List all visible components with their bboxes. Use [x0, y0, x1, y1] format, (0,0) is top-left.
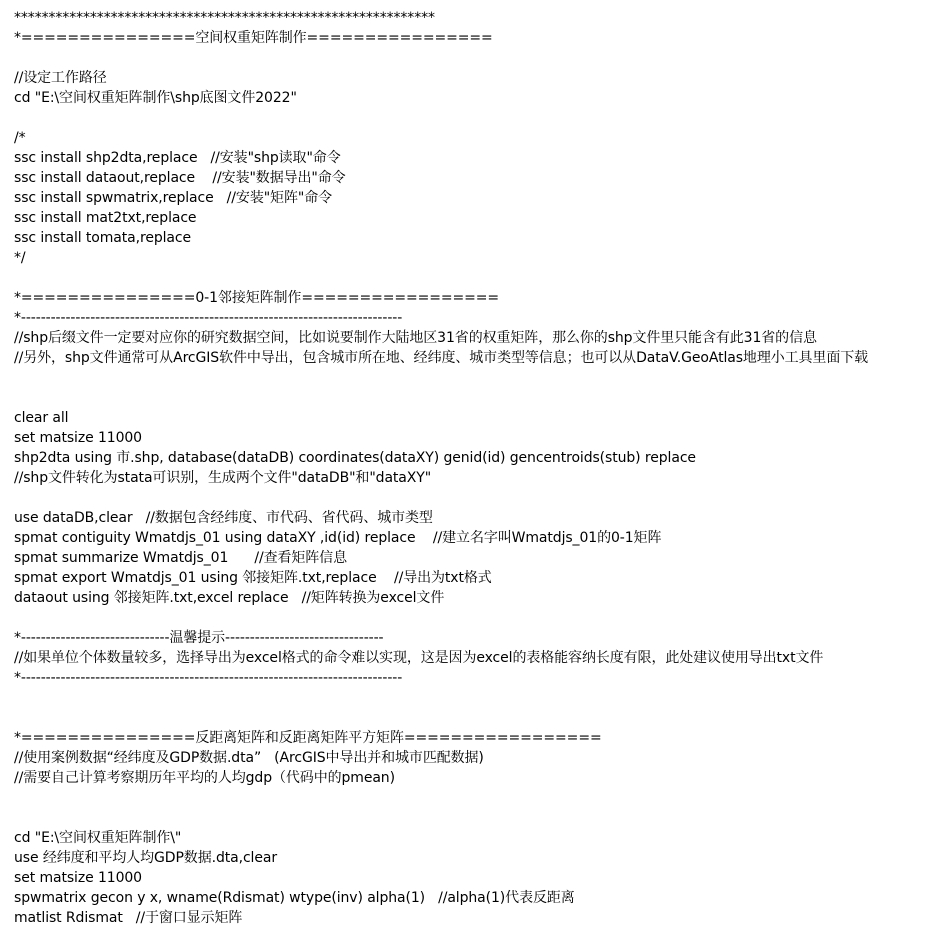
code-line: spwmatrix gecon y x, wname(Rdismat) wtype(inv) alpha(1) //alpha(1)代表反距离	[14, 890, 575, 906]
code-line: */	[14, 250, 26, 266]
code-line	[14, 688, 942, 708]
code-line: *-----------------------------------------------------------------------------	[14, 310, 403, 326]
code-line	[14, 488, 942, 508]
code-line: set matsize 11000	[14, 870, 142, 886]
code-line: //另外，shp文件通常可从ArcGIS软件中导出，包含城市所在地、经纬度、城市类型等信息；也可以从DataV.GeoAtlas地理小工具里面下载	[14, 350, 869, 366]
code-line	[14, 788, 942, 808]
code-line	[14, 808, 942, 828]
code-line	[14, 368, 942, 388]
code-line: *------------------------------温馨提示--------------------------------	[14, 630, 384, 646]
code-line	[14, 48, 942, 68]
code-line: cd "E:\空间权重矩阵制作\"	[14, 830, 182, 846]
code-line	[14, 388, 942, 408]
code-line: //使用案例数据“经纬度及GDP数据.dta” (ArcGIS中导出并和城市匹配数据)	[14, 750, 484, 766]
code-line: set matsize 11000	[14, 430, 142, 446]
code-line: /*	[14, 130, 26, 146]
code-line: ssc install spwmatrix,replace //安装"矩阵"命令	[14, 190, 332, 206]
code-line: dataout using 邻接矩阵.txt,excel replace //矩阵转换为excel文件	[14, 590, 445, 606]
code-line	[14, 708, 942, 728]
code-line: use 经纬度和平均人均GDP数据.dta,clear	[14, 850, 277, 866]
code-line: //需要自己计算考察期历年平均的人均gdp（代码中的pmean)	[14, 770, 395, 786]
code-line: spmat summarize Wmatdjs_01 //查看矩阵信息	[14, 550, 347, 566]
code-line: ssc install shp2dta,replace //安装"shp读取"命令	[14, 150, 341, 166]
code-line: ssc install mat2txt,replace	[14, 210, 197, 226]
code-line: //shp文件转化为stata可识别，生成两个文件"dataDB"和"dataXY"	[14, 470, 432, 486]
code-line	[14, 608, 942, 628]
code-line: //设定工作路径	[14, 70, 107, 86]
code-editor[interactable]	[14, 8, 942, 930]
code-line: use dataDB,clear //数据包含经纬度、市代码、省代码、城市类型	[14, 510, 433, 526]
code-line: spmat export Wmatdjs_01 using 邻接矩阵.txt,replace //导出为txt格式	[14, 570, 492, 586]
code-line: ssc install dataout,replace //安装"数据导出"命令	[14, 170, 346, 186]
code-line: //如果单位个体数量较多，选择导出为excel格式的命令难以实现，这是因为excel的表格能容纳长度有限，此处建议使用导出txt文件	[14, 650, 824, 666]
code-line: *===============0-1邻接矩阵制作=================	[14, 290, 500, 306]
code-line: *===============空间权重矩阵制作================	[14, 30, 493, 46]
code-line: cd "E:\空间权重矩阵制作\shp底图文件2022"	[14, 90, 297, 106]
code-line: *************************************************************	[14, 10, 435, 26]
code-line: ssc install tomata,replace	[14, 230, 192, 246]
code-line	[14, 268, 942, 288]
code-line: matlist Rdismat //于窗口显示矩阵	[14, 910, 243, 926]
code-line: spmat contiguity Wmatdjs_01 using dataXY ,id(id) replace //建立名字叫Wmatdjs_01的0-1矩阵	[14, 530, 662, 546]
code-line	[14, 108, 942, 128]
code-line: //shp后缀文件一定要对应你的研究数据空间，比如说要制作大陆地区31省的权重矩阵，那么你的shp文件里只能含有此31省的信息	[14, 330, 817, 346]
code-line: *-----------------------------------------------------------------------------	[14, 670, 403, 686]
code-line: *===============反距离矩阵和反距离矩阵平方矩阵=================	[14, 730, 602, 746]
code-line: shp2dta using 市.shp, database(dataDB) coordinates(dataXY) genid(id) gencentroids(stub) replace	[14, 450, 696, 466]
code-line: clear all	[14, 410, 69, 426]
